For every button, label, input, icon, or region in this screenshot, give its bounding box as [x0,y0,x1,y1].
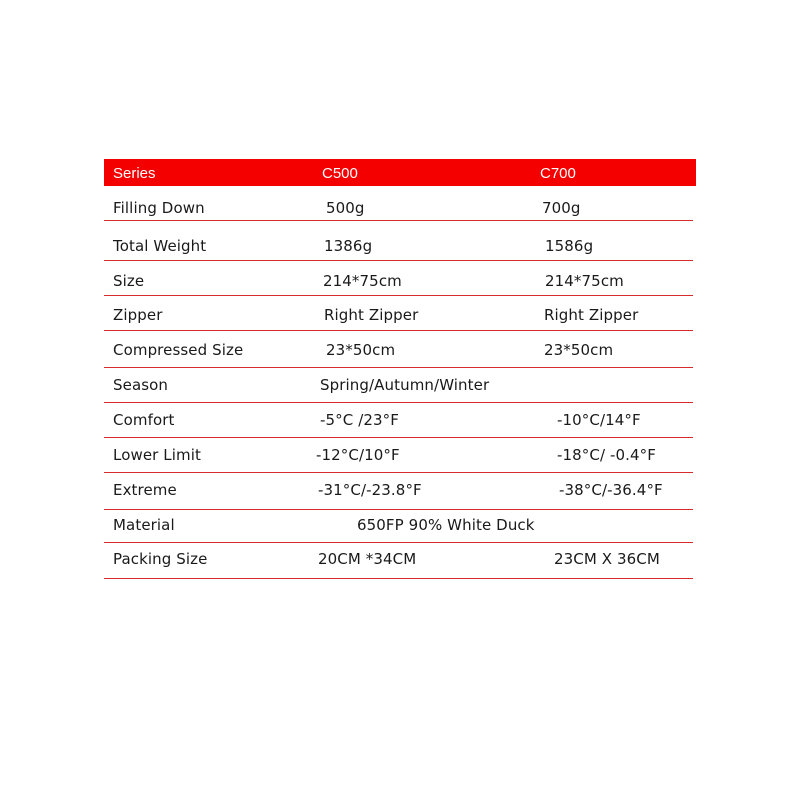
row-label: Filling Down [113,199,205,217]
row-label: Packing Size [113,550,208,568]
row-c500-value: Right Zipper [324,306,419,324]
row-c700-value: 214*75cm [545,272,624,290]
row-c700-value: Right Zipper [544,306,639,324]
row-label: Zipper [113,306,163,324]
row-label: Total Weight [113,237,207,255]
row-c700-value: 23CM X 36CM [554,550,660,568]
row-label: Size [113,272,145,290]
row-label: Extreme [113,481,177,499]
table-row-size [104,261,693,296]
row-label: Lower Limit [113,446,201,464]
table-row-zipper [104,296,693,331]
table-row-material [104,510,693,543]
row-c500-value: -5°C /23°F [320,411,399,429]
table-row-filling-down [104,186,693,221]
header-series: Series [113,165,156,182]
row-merged-value: Spring/Autumn/Winter [320,376,490,394]
header-c500: C500 [322,165,358,182]
row-label: Material [113,516,175,534]
table-row-compressed-size [104,331,693,368]
spec-table [104,159,696,579]
row-c700-value: -38°C/-36.4°F [559,481,663,499]
row-c700-value: 23*50cm [544,341,614,359]
row-c700-value: -18°C/ -0.4°F [557,446,656,464]
table-row-total-weight [104,221,693,261]
table-row-lower-limit [104,438,693,473]
table-header-row [104,159,696,186]
row-c700-value: 700g [542,199,581,217]
row-c500-value: 214*75cm [323,272,402,290]
table-row-packing-size [104,543,693,579]
table-row-season [104,368,693,403]
row-label: Compressed Size [113,341,244,359]
table-row-extreme [104,473,693,510]
row-label: Comfort [113,411,175,429]
row-merged-value: 650FP 90% White Duck [357,516,535,534]
row-c700-value: 1586g [545,237,594,255]
row-c500-value: 20CM *34CM [318,550,417,568]
row-c500-value: 23*50cm [326,341,396,359]
row-c500-value: -31°C/-23.8°F [318,481,422,499]
row-label: Season [113,376,169,394]
table-row-comfort [104,403,693,438]
row-c500-value: 500g [326,199,365,217]
header-c700: C700 [540,165,576,182]
row-c500-value: -12°C/10°F [316,446,400,464]
row-c700-value: -10°C/14°F [557,411,641,429]
row-c500-value: 1386g [324,237,373,255]
